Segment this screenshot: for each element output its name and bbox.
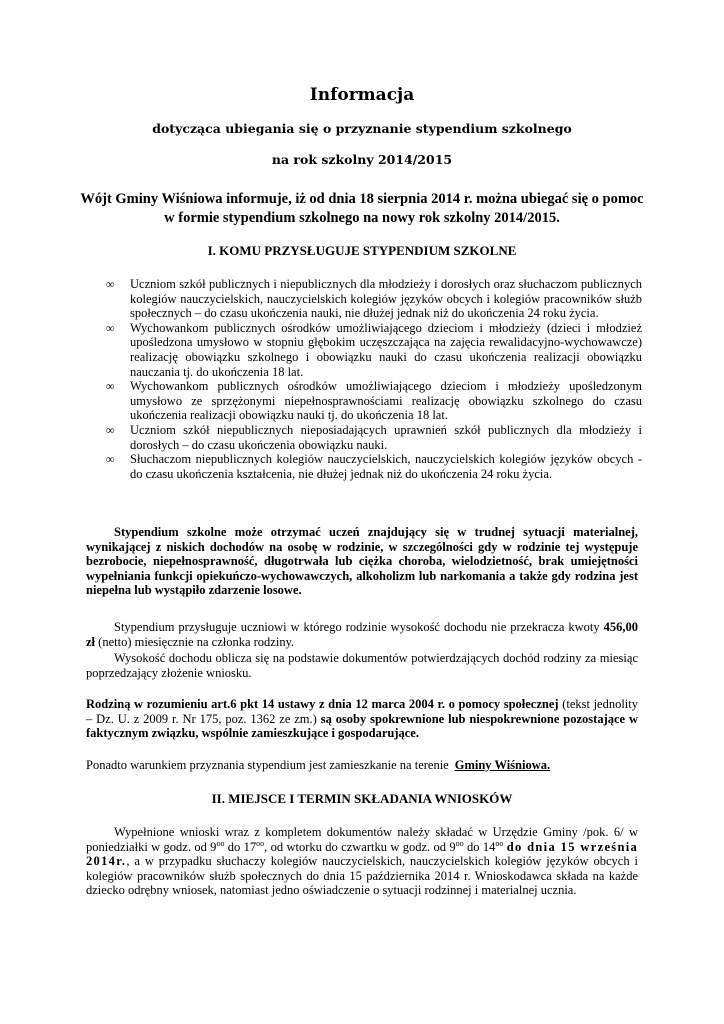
- list-item: [106, 277, 642, 321]
- income-threshold-suffix: (netto) miesięcznie na członka rodziny.: [98, 634, 295, 649]
- bullet-icon: ∞: [106, 422, 115, 437]
- submission-text: , od wtorku do czwartku w godz. od 9: [264, 839, 456, 854]
- submission-text: Wypełnione wnioski wraz z kompletem dokumentów należy składać w Urzędzie Gminy /pok. 6/ w poniedziałki w godz. od 9: [86, 825, 638, 854]
- time-superscript: oo: [216, 838, 225, 848]
- legal-reference: (tekst jednolity – Dz. U. z 2009 r. Nr 175, poz. 1362 ze zm.): [86, 697, 639, 726]
- submission-deadline: do dnia 15 września 2014r.: [86, 839, 639, 869]
- school-year: na rok szkolny 2014/2015: [271, 152, 453, 167]
- list-item: [106, 379, 642, 423]
- list-item: [106, 321, 642, 379]
- family-definition-lead: Rodziną w rozumieniu art.6 pkt 14 ustawy z dnia 12 marca 2004 r. o pomocy społecznej: [86, 697, 559, 711]
- submission-text: do 17: [224, 839, 257, 854]
- income-threshold-text: Stypendium przysługuje uczniowi w którego rodzinie wysokość dochodu nie przekracza kwoty: [114, 620, 600, 634]
- residence-condition-paragraph: [86, 758, 638, 773]
- bullet-icon: ∞: [106, 277, 115, 291]
- bullet-icon: ∞: [106, 320, 115, 335]
- section-heading-submission: II. MIEJSCE I TERMIN SKŁADANIA WNIOSKÓW: [211, 791, 513, 806]
- submission-paragraph: [86, 825, 638, 898]
- residence-condition-text: Ponadto warunkiem przyznania stypendium jest zamieszkanie na terenie: [86, 758, 449, 772]
- family-definition-body: są osoby spokrewnione lub niespokrewnione pozostające w faktycznym związku, wspólnie zamieszkujące i gospodarujące.: [86, 711, 638, 741]
- list-item-text: Wychowankom publicznych ośrodków umożliwiającego dzieciom i młodzieży upośledzonym umysłowo ze sprzężonymi niepełnosprawnościami realizację obowiązku szkolnego do czasu ukończenia realizacji obowiązku nauki tj. do ukończenia 18 lat.: [130, 379, 642, 423]
- time-superscript: oo: [495, 838, 504, 848]
- list-item-text: Słuchaczom niepublicznych kolegiów nauczycielskich, nauczycielskich kolegiów języków obcych - do czasu ukończenia kształcenia, nie dłużej jednak niż do ukończenia 24 roku życia.: [130, 452, 642, 481]
- list-item: [106, 423, 642, 452]
- list-item: [106, 452, 642, 481]
- family-definition-paragraph: [86, 697, 638, 741]
- bullet-icon: ∞: [106, 452, 115, 467]
- eligibility-conditions-paragraph: Stypendium szkolne może otrzymać uczeń znajdujący się w trudnej sytuacji materialnej, wynikającej z niskich dochodów na osobę w rodzinie, w szczególności gdy w rodzinie tej występuje bezrobocie, niepełnosprawność, długotrwała lub ciężka choroba, wielodzietność, brak umiejętności wypełniania funkcji opiekuńczo-wychowawczych, alkoholizm lub narkomania a także gdy rodzina jest niepełna lub wystąpiło zdarzenie losowe.: [86, 525, 638, 598]
- time-superscript: oo: [256, 838, 265, 848]
- list-item-text: Wychowankom publicznych ośrodków umożliwiającego dzieciom i młodzieży (dzieci i młodzież upośledzona umysłowo w stopniu głębokim uczęszczająca na zajęcia rewalidacyjno-wychowawcze) realizację obowiązku szkolnego i obowiązku nauki do czasu ukończenia realizacji obowiązku nauczania tj. do ukończenia 18 lat.: [130, 320, 642, 379]
- eligibility-list: [106, 277, 642, 481]
- income-threshold-paragraph: [86, 620, 638, 649]
- list-item-text: Uczniom szkół niepublicznych nieposiadających uprawnień szkół publicznych dla młodzieży i dorosłych – do czasu ukończenia obowiązku nauki.: [130, 422, 642, 452]
- submission-text: do 14: [463, 839, 496, 854]
- income-calculation-paragraph: Wysokość dochodu oblicza się na podstawie dokumentów potwierdzających dochód rodziny za miesiąc poprzedzający złożenie wniosku.: [86, 651, 638, 680]
- list-item-text: Uczniom szkół publicznych i niepublicznych dla młodzieży i dorosłych oraz słuchaczom publicznych kolegiów nauczycielskich, nauczycielskich kolegiów języków obcych i kolegiów pracowników służb społecznych – do czasu ukończenia nauki, nie dłużej jednak niż do ukończenia 24 roku życia.: [130, 277, 642, 321]
- bullet-icon: ∞: [106, 379, 115, 394]
- document-title: Informacja: [309, 85, 415, 105]
- submission-text: , a w przypadku słuchaczy kolegiów nauczycielskich, nauczycielskich kolegiów języków obcych i kolegiów pracowników służb społecznych do dnia 15 października 2014 r. Wnioskodawca składa na każde dziecko odrębny wniosek, natomiast jedno oświadczenie o sytuacji rodzinnej i materialnej ucznia.: [86, 854, 638, 898]
- municipality-name: Gminy Wiśniowa.: [454, 758, 551, 772]
- time-superscript: oo: [455, 838, 464, 848]
- document-subtitle: dotycząca ubiegania się o przyznanie stypendium szkolnego: [152, 121, 572, 136]
- intro-announcement: Wójt Gminy Wiśniowa informuje, iż od dnia 18 sierpnia 2014 r. można ubiegać się o pomoc w formie stypendium szkolnego na nowy rok szkolny 2014/2015.: [80, 191, 644, 226]
- section-heading-eligibility: I. KOMU PRZYSŁUGUJE STYPENDIUM SZKOLNE: [207, 243, 517, 258]
- income-threshold-amount: 456,00 zł: [86, 620, 638, 649]
